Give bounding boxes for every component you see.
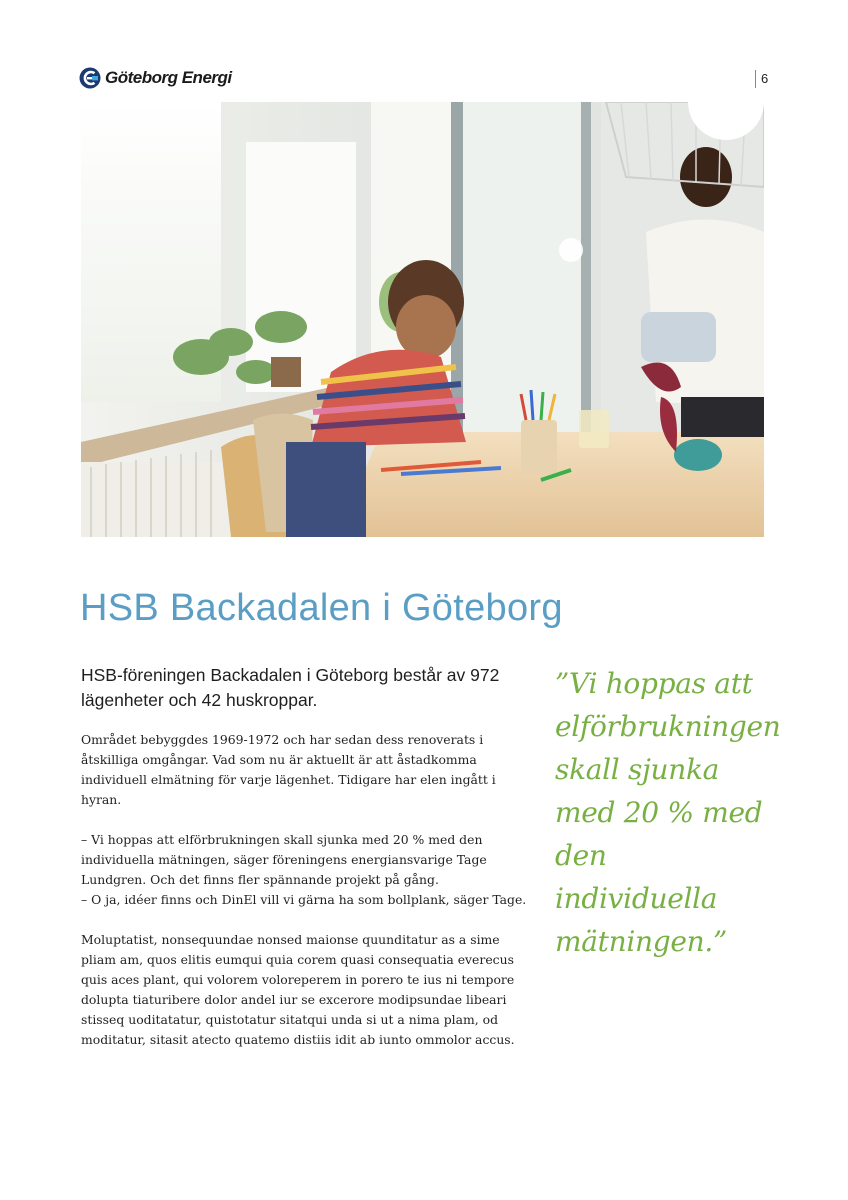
goteborg-energi-logo-icon <box>79 67 101 89</box>
photo-icon <box>81 102 764 537</box>
hero-photo <box>81 102 764 537</box>
article-body <box>81 730 536 1070</box>
interview-quote: – Vi hoppas att elförbrukningen skall sjunka med 20 % med den individuella mätningen, säger föreningens energiansvarige Tage Lundgren. Och det finns fler spännande projekt på gång. <box>81 832 487 887</box>
lead-paragraph: HSB-föreningen Backadalen i Göteborg består av 972 lägenheter och 42 huskroppar. <box>81 665 500 710</box>
pull-quote: ”Vi hoppas att elförbrukningen skall sjunka med 20 % med den individuella mätningen.” <box>555 667 781 958</box>
body-paragraph: Området bebyggdes 1969-1972 och har sedan dess renoverats i åtskilliga omgångar. Vad som nu är aktuellt är att åstadkomma individuell elmätning för varje lägenhet. Tidigare har elen ingått i hyran. <box>81 732 496 807</box>
page-number: 6 <box>755 70 768 88</box>
interview-reply: – O ja, idéer finns och DinEl vill vi gärna ha som bollplank, säger Tage. <box>81 892 527 907</box>
page-title: HSB Backadalen i Göteborg <box>80 587 563 629</box>
brand-logo <box>79 66 232 90</box>
brand-name: Göteborg Energi <box>105 68 232 87</box>
body-paragraph: Moluptatist, nonsequundae nonsed maionse quunditatur as a sime pliam am, quos elitis eumqui quia corem quasi consequatia everecus quis aces plant, qui volorem voloreperem in porero te ius ni tempore dolupta tiaturibere dolor andel iur se excerore modipsundae libeari stisseq uoditatatur, quistotatur sitatqui unda si ut a nima plam, od moditatur, sitasit atecto quatemo distiis idit ab iunto ommolor accus. <box>81 932 515 1047</box>
